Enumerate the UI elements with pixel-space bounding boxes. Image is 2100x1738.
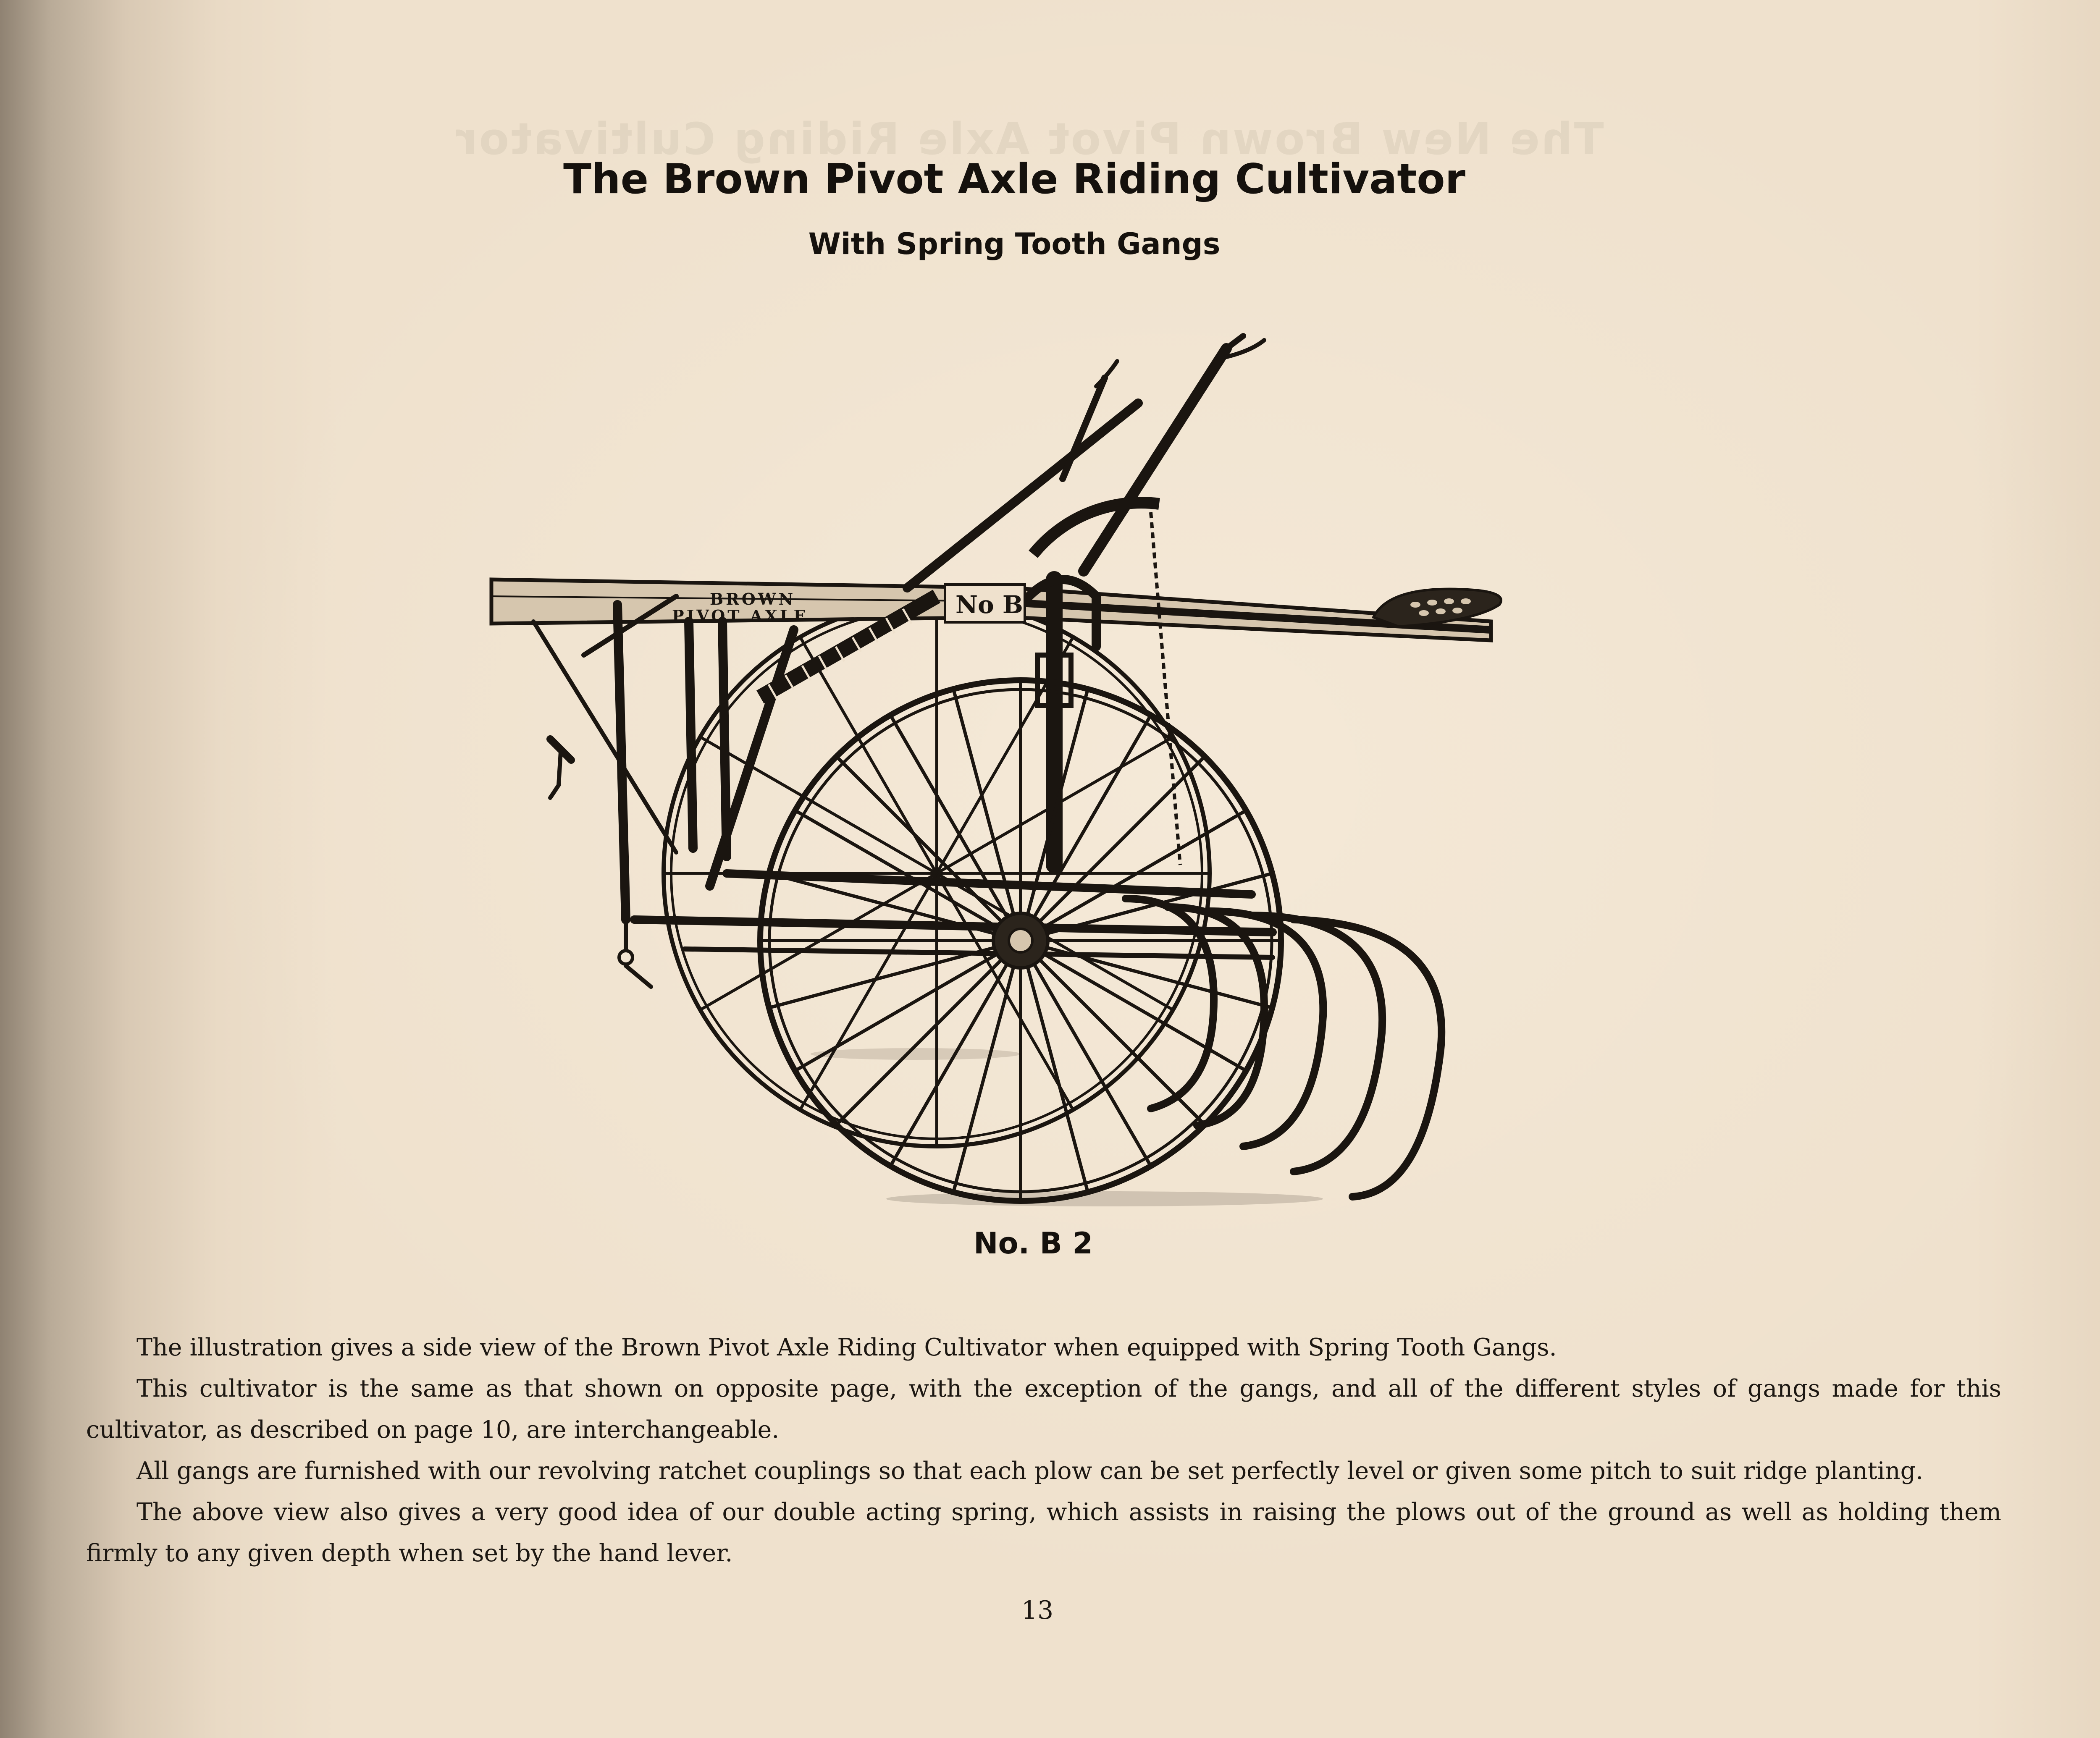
cultivator-illustration (475, 328, 1609, 1226)
page-title: The Brown Pivot Axle Riding Cultivator (563, 155, 1465, 203)
model-number: No. B 2 (973, 1226, 1093, 1261)
paragraph-4: The above view also gives a very good idea of our double acting spring, which assists in raising the plows out of the ground as well as holding them firmly to any given depth when set by the hand lever. (86, 1498, 2001, 1567)
main-beam (491, 579, 1491, 640)
beam-text-bottom: PIVOT AXLE (672, 606, 808, 625)
front-wheel (760, 680, 1281, 1201)
bleed-through-title: The New Brown Pivot Axle Riding Cultivator (454, 113, 1604, 165)
page-subtitle: With Spring Tooth Gangs (808, 227, 1221, 261)
levers (907, 336, 1264, 588)
paragraph-3: All gangs are furnished with our revolving ratchet couplings so that each plow can be set perfectly level or given some pitch to suit ridge planting. (136, 1457, 1924, 1485)
paragraph-1: The illustration gives a side view of the Brown Pivot Axle Riding Cultivator when equipped with Spring Tooth Gangs. (136, 1334, 1557, 1361)
chain (1151, 512, 1180, 865)
plate-text: No B (956, 590, 1023, 619)
description-text (86, 1327, 2001, 1574)
page-number: 13 (1021, 1596, 1054, 1625)
paragraph-2: This cultivator is the same as that shown on opposite page, with the exception of the gangs, and all of the different styles of gangs made for this cultivator, as described on page 10, are interchangeable. (86, 1375, 2001, 1444)
hitch (550, 739, 651, 987)
beam-text-top: BROWN (710, 590, 796, 608)
